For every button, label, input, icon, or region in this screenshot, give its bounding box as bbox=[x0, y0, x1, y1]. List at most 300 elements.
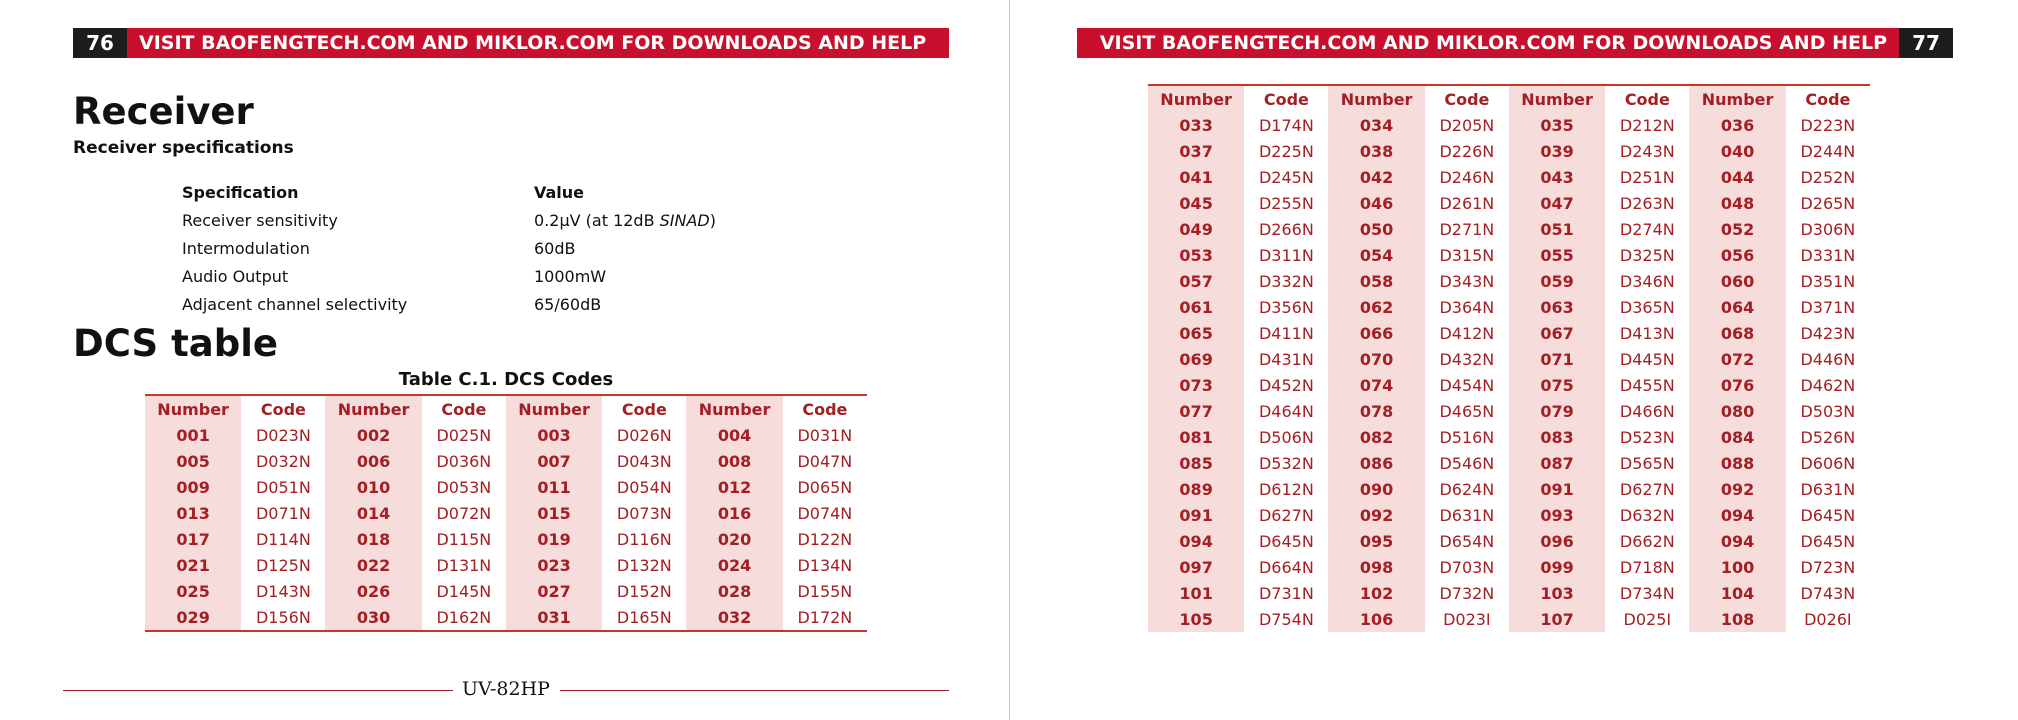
dcs-code-cell: D645N bbox=[1800, 505, 1856, 525]
dcs-number-cell: 005 bbox=[145, 448, 241, 474]
dcs-code-cell: D073N bbox=[616, 503, 672, 523]
dcs-number-cell: 060 bbox=[1689, 268, 1785, 294]
dcs-number-header: Number bbox=[686, 395, 782, 422]
dcs-code-cell: D212N bbox=[1619, 115, 1675, 135]
dcs-number-cell: 049 bbox=[1148, 216, 1244, 242]
dcs-code-cell: D624N bbox=[1439, 479, 1495, 499]
dcs-row bbox=[145, 448, 867, 474]
dcs-number-cell: 020 bbox=[686, 526, 782, 552]
spec-value-end: ) bbox=[709, 210, 716, 230]
dcs-code-cell: D662N bbox=[1619, 531, 1675, 551]
dcs-code-cell: D365N bbox=[1619, 297, 1675, 317]
dcs-number-cell: 077 bbox=[1148, 398, 1244, 424]
dcs-row bbox=[1148, 320, 1870, 346]
dcs-number-cell: 021 bbox=[145, 552, 241, 578]
dcs-code-cell: D431N bbox=[1258, 349, 1314, 369]
dcs-row bbox=[1148, 346, 1870, 372]
dcs-code-cell: D445N bbox=[1619, 349, 1675, 369]
dcs-code-cell: D051N bbox=[255, 477, 311, 497]
dcs-code-cell: D025N bbox=[436, 425, 492, 445]
dcs-code-cell: D413N bbox=[1619, 323, 1675, 343]
dcs-code-cell: D143N bbox=[255, 581, 311, 601]
dcs-number-cell: 036 bbox=[1689, 112, 1785, 138]
spec-col-header: Specification bbox=[182, 182, 299, 202]
dcs-code-cell: D274N bbox=[1619, 219, 1675, 239]
spec-row bbox=[176, 206, 754, 234]
dcs-code-cell: D074N bbox=[797, 503, 853, 523]
dcs-number-cell: 038 bbox=[1328, 138, 1424, 164]
dcs-code-cell: D032N bbox=[255, 451, 311, 471]
spec-name: Audio Output bbox=[182, 266, 289, 286]
dcs-number-cell: 088 bbox=[1689, 450, 1785, 476]
dcs-code-cell: D043N bbox=[616, 451, 672, 471]
dcs-code-cell: D723N bbox=[1800, 557, 1856, 577]
spec-row bbox=[176, 262, 754, 290]
dcs-table-right bbox=[1148, 84, 1870, 632]
dcs-number-cell: 104 bbox=[1689, 580, 1785, 606]
dcs-number-header: Number bbox=[1689, 85, 1785, 112]
dcs-row bbox=[1148, 554, 1870, 580]
dcs-number-header: Number bbox=[145, 395, 241, 422]
spec-value bbox=[528, 206, 754, 234]
dcs-number-cell: 057 bbox=[1148, 268, 1244, 294]
dcs-code-cell: D732N bbox=[1439, 583, 1495, 603]
dcs-row bbox=[1148, 424, 1870, 450]
dcs-number-header: Number bbox=[325, 395, 421, 422]
dcs-code-cell: D325N bbox=[1619, 245, 1675, 265]
dcs-row bbox=[145, 604, 867, 631]
dcs-row bbox=[1148, 606, 1870, 632]
dcs-code-cell: D332N bbox=[1258, 271, 1314, 291]
dcs-table-left bbox=[145, 394, 867, 632]
spec-name: Intermodulation bbox=[182, 238, 310, 258]
dcs-code-cell: D243N bbox=[1619, 141, 1675, 161]
receiver-subheading: Receiver specifications bbox=[73, 138, 294, 158]
dcs-number-cell: 019 bbox=[506, 526, 602, 552]
dcs-code-cell: D645N bbox=[1800, 531, 1856, 551]
dcs-row bbox=[1148, 112, 1870, 138]
dcs-number-cell: 047 bbox=[1509, 190, 1605, 216]
dcs-row bbox=[1148, 450, 1870, 476]
receiver-heading: Receiver bbox=[73, 90, 254, 133]
dcs-number-cell: 028 bbox=[686, 578, 782, 604]
dcs-number-cell: 004 bbox=[686, 422, 782, 448]
dcs-code-cell: D331N bbox=[1800, 245, 1856, 265]
dcs-number-cell: 070 bbox=[1328, 346, 1424, 372]
dcs-number-cell: 031 bbox=[506, 604, 602, 631]
dcs-code-cell: D226N bbox=[1439, 141, 1495, 161]
dcs-number-cell: 106 bbox=[1328, 606, 1424, 632]
dcs-code-cell: D025I bbox=[1623, 609, 1672, 629]
dcs-code-header: Code bbox=[621, 399, 667, 419]
spec-value: 65/60dB bbox=[534, 294, 602, 314]
dcs-row bbox=[1148, 398, 1870, 424]
dcs-number-cell: 102 bbox=[1328, 580, 1424, 606]
dcs-code-cell: D036N bbox=[436, 451, 492, 471]
dcs-code-cell: D627N bbox=[1258, 505, 1314, 525]
dcs-code-cell: D031N bbox=[797, 425, 853, 445]
dcs-number-cell: 062 bbox=[1328, 294, 1424, 320]
dcs-number-cell: 063 bbox=[1509, 294, 1605, 320]
dcs-number-cell: 025 bbox=[145, 578, 241, 604]
left-banner bbox=[73, 28, 949, 58]
dcs-code-cell: D743N bbox=[1800, 583, 1856, 603]
dcs-code-cell: D311N bbox=[1258, 245, 1314, 265]
dcs-code-cell: D132N bbox=[616, 555, 672, 575]
dcs-code-cell: D225N bbox=[1258, 141, 1314, 161]
dcs-code-cell: D271N bbox=[1439, 219, 1495, 239]
dcs-number-cell: 006 bbox=[325, 448, 421, 474]
dcs-code-cell: D432N bbox=[1439, 349, 1495, 369]
dcs-number-cell: 027 bbox=[506, 578, 602, 604]
dcs-code-cell: D023N bbox=[255, 425, 311, 445]
dcs-code-header: Code bbox=[1805, 89, 1851, 109]
dcs-number-cell: 065 bbox=[1148, 320, 1244, 346]
dcs-number-cell: 012 bbox=[686, 474, 782, 500]
dcs-code-cell: D612N bbox=[1258, 479, 1314, 499]
dcs-code-cell: D627N bbox=[1619, 479, 1675, 499]
dcs-number-cell: 099 bbox=[1509, 554, 1605, 580]
dcs-code-cell: D306N bbox=[1800, 219, 1856, 239]
spec-row bbox=[176, 290, 754, 318]
dcs-code-cell: D466N bbox=[1619, 401, 1675, 421]
dcs-row bbox=[145, 578, 867, 604]
dcs-number-cell: 024 bbox=[686, 552, 782, 578]
dcs-number-cell: 080 bbox=[1689, 398, 1785, 424]
dcs-code-cell: D464N bbox=[1258, 401, 1314, 421]
dcs-heading: DCS table bbox=[73, 322, 278, 365]
left-page-number: 76 bbox=[73, 28, 127, 58]
dcs-row bbox=[145, 526, 867, 552]
dcs-number-header: Number bbox=[506, 395, 602, 422]
dcs-code-cell: D343N bbox=[1439, 271, 1495, 291]
dcs-code-header: Code bbox=[1624, 89, 1670, 109]
dcs-number-cell: 002 bbox=[325, 422, 421, 448]
dcs-code-cell: D245N bbox=[1258, 167, 1314, 187]
dcs-code-cell: D172N bbox=[797, 607, 853, 627]
spec-name: Receiver sensitivity bbox=[182, 210, 338, 230]
dcs-number-cell: 084 bbox=[1689, 424, 1785, 450]
dcs-code-cell: D315N bbox=[1439, 245, 1495, 265]
dcs-number-cell: 034 bbox=[1328, 112, 1424, 138]
dcs-code-header: Code bbox=[441, 399, 487, 419]
dcs-number-cell: 042 bbox=[1328, 164, 1424, 190]
dcs-number-cell: 075 bbox=[1509, 372, 1605, 398]
dcs-number-cell: 040 bbox=[1689, 138, 1785, 164]
dcs-code-cell: D351N bbox=[1800, 271, 1856, 291]
dcs-number-cell: 023 bbox=[506, 552, 602, 578]
dcs-row bbox=[145, 474, 867, 500]
dcs-code-cell: D023I bbox=[1443, 609, 1491, 629]
dcs-code-cell: D346N bbox=[1619, 271, 1675, 291]
dcs-code-cell: D734N bbox=[1619, 583, 1675, 603]
dcs-number-cell: 045 bbox=[1148, 190, 1244, 216]
dcs-code-cell: D065N bbox=[797, 477, 853, 497]
dcs-row bbox=[1148, 164, 1870, 190]
dcs-code-cell: D631N bbox=[1800, 479, 1856, 499]
dcs-number-cell: 011 bbox=[506, 474, 602, 500]
dcs-number-cell: 048 bbox=[1689, 190, 1785, 216]
dcs-code-cell: D125N bbox=[255, 555, 311, 575]
dcs-number-cell: 076 bbox=[1689, 372, 1785, 398]
dcs-number-cell: 100 bbox=[1689, 554, 1785, 580]
receiver-spec-table bbox=[176, 178, 754, 318]
dcs-header-row bbox=[1148, 85, 1870, 112]
dcs-number-cell: 094 bbox=[1689, 528, 1785, 554]
dcs-code-cell: D462N bbox=[1800, 375, 1856, 395]
spec-value: 1000mW bbox=[534, 266, 607, 286]
dcs-number-cell: 079 bbox=[1509, 398, 1605, 424]
dcs-number-cell: 061 bbox=[1148, 294, 1244, 320]
dcs-code-cell: D754N bbox=[1258, 609, 1314, 629]
dcs-number-cell: 044 bbox=[1689, 164, 1785, 190]
dcs-code-cell: D645N bbox=[1258, 531, 1314, 551]
dcs-code-cell: D165N bbox=[616, 607, 672, 627]
dcs-row bbox=[1148, 580, 1870, 606]
dcs-row bbox=[1148, 476, 1870, 502]
dcs-code-cell: D523N bbox=[1619, 427, 1675, 447]
dcs-row bbox=[1148, 528, 1870, 554]
spec-name: Adjacent channel selectivity bbox=[182, 294, 408, 314]
dcs-number-cell: 067 bbox=[1509, 320, 1605, 346]
dcs-code-cell: D356N bbox=[1258, 297, 1314, 317]
dcs-code-cell: D114N bbox=[255, 529, 311, 549]
dcs-code-cell: D546N bbox=[1439, 453, 1495, 473]
dcs-code-cell: D266N bbox=[1258, 219, 1314, 239]
spec-value-italic: SINAD bbox=[659, 210, 710, 230]
dcs-code-cell: D516N bbox=[1439, 427, 1495, 447]
dcs-code-cell: D145N bbox=[436, 581, 492, 601]
dcs-number-cell: 092 bbox=[1689, 476, 1785, 502]
dcs-code-cell: D423N bbox=[1800, 323, 1856, 343]
value-col-header: Value bbox=[534, 182, 585, 202]
dcs-code-cell: D122N bbox=[797, 529, 853, 549]
spec-value: 60dB bbox=[534, 238, 576, 258]
dcs-code-cell: D162N bbox=[436, 607, 492, 627]
dcs-code-cell: D053N bbox=[436, 477, 492, 497]
dcs-number-cell: 074 bbox=[1328, 372, 1424, 398]
dcs-number-cell: 055 bbox=[1509, 242, 1605, 268]
dcs-number-cell: 022 bbox=[325, 552, 421, 578]
footer-model-name: UV-82HP bbox=[462, 678, 550, 700]
dcs-number-cell: 090 bbox=[1328, 476, 1424, 502]
dcs-code-cell: D412N bbox=[1439, 323, 1495, 343]
dcs-code-cell: D026N bbox=[616, 425, 672, 445]
dcs-number-cell: 107 bbox=[1509, 606, 1605, 632]
dcs-number-cell: 094 bbox=[1689, 502, 1785, 528]
dcs-row bbox=[1148, 372, 1870, 398]
dcs-number-cell: 085 bbox=[1148, 450, 1244, 476]
dcs-number-cell: 073 bbox=[1148, 372, 1244, 398]
dcs-code-cell: D116N bbox=[616, 529, 672, 549]
dcs-code-cell: D411N bbox=[1258, 323, 1314, 343]
dcs-number-cell: 097 bbox=[1148, 554, 1244, 580]
dcs-number-cell: 056 bbox=[1689, 242, 1785, 268]
spec-row bbox=[176, 234, 754, 262]
dcs-code-cell: D532N bbox=[1258, 453, 1314, 473]
dcs-number-cell: 091 bbox=[1148, 502, 1244, 528]
dcs-code-cell: D174N bbox=[1258, 115, 1314, 135]
right-page-number: 77 bbox=[1899, 28, 1953, 58]
dcs-number-cell: 081 bbox=[1148, 424, 1244, 450]
dcs-code-cell: D134N bbox=[797, 555, 853, 575]
dcs-code-cell: D131N bbox=[436, 555, 492, 575]
dcs-number-cell: 033 bbox=[1148, 112, 1244, 138]
spec-value-main: 0.2µV (at 12dB bbox=[534, 210, 660, 230]
dcs-code-cell: D606N bbox=[1800, 453, 1856, 473]
dcs-row bbox=[145, 552, 867, 578]
dcs-number-cell: 108 bbox=[1689, 606, 1785, 632]
dcs-row bbox=[1148, 268, 1870, 294]
footer-rule-right bbox=[560, 690, 949, 691]
dcs-number-cell: 095 bbox=[1328, 528, 1424, 554]
dcs-number-cell: 105 bbox=[1148, 606, 1244, 632]
dcs-number-cell: 066 bbox=[1328, 320, 1424, 346]
dcs-number-cell: 072 bbox=[1689, 346, 1785, 372]
dcs-row bbox=[1148, 190, 1870, 216]
dcs-code-cell: D244N bbox=[1800, 141, 1856, 161]
dcs-number-cell: 003 bbox=[506, 422, 602, 448]
dcs-code-cell: D251N bbox=[1619, 167, 1675, 187]
dcs-code-cell: D664N bbox=[1258, 557, 1314, 577]
dcs-number-cell: 091 bbox=[1509, 476, 1605, 502]
left-banner-text: VISIT BAOFENGTECH.COM AND MIKLOR.COM FOR DOWNLOADS AND HELP bbox=[139, 32, 927, 54]
right-page bbox=[1010, 0, 2018, 720]
dcs-number-cell: 050 bbox=[1328, 216, 1424, 242]
dcs-code-header: Code bbox=[1444, 89, 1490, 109]
dcs-number-cell: 029 bbox=[145, 604, 241, 631]
dcs-number-cell: 016 bbox=[686, 500, 782, 526]
dcs-number-cell: 037 bbox=[1148, 138, 1244, 164]
dcs-code-cell: D072N bbox=[436, 503, 492, 523]
dcs-code-cell: D631N bbox=[1439, 505, 1495, 525]
dcs-code-header: Code bbox=[260, 399, 306, 419]
dcs-row bbox=[1148, 502, 1870, 528]
dcs-code-cell: D156N bbox=[255, 607, 311, 627]
dcs-number-cell: 071 bbox=[1509, 346, 1605, 372]
dcs-code-cell: D446N bbox=[1800, 349, 1856, 369]
dcs-code-header: Code bbox=[802, 399, 848, 419]
dcs-number-cell: 008 bbox=[686, 448, 782, 474]
right-banner bbox=[1077, 28, 1953, 58]
dcs-code-cell: D265N bbox=[1800, 193, 1856, 213]
dcs-code-cell: D465N bbox=[1439, 401, 1495, 421]
dcs-number-cell: 058 bbox=[1328, 268, 1424, 294]
right-banner-text: VISIT BAOFENGTECH.COM AND MIKLOR.COM FOR DOWNLOADS AND HELP bbox=[1099, 32, 1887, 54]
dcs-code-cell: D654N bbox=[1439, 531, 1495, 551]
dcs-number-cell: 053 bbox=[1148, 242, 1244, 268]
dcs-number-cell: 093 bbox=[1509, 502, 1605, 528]
dcs-code-cell: D718N bbox=[1619, 557, 1675, 577]
dcs-code-cell: D071N bbox=[255, 503, 311, 523]
dcs-row bbox=[1148, 216, 1870, 242]
dcs-number-cell: 051 bbox=[1509, 216, 1605, 242]
dcs-number-cell: 089 bbox=[1148, 476, 1244, 502]
spec-header-row bbox=[176, 178, 754, 206]
dcs-code-cell: D503N bbox=[1800, 401, 1856, 421]
dcs-code-cell: D026I bbox=[1804, 609, 1852, 629]
dcs-number-cell: 035 bbox=[1509, 112, 1605, 138]
dcs-number-cell: 032 bbox=[686, 604, 782, 631]
dcs-code-cell: D455N bbox=[1619, 375, 1675, 395]
dcs-code-cell: D454N bbox=[1439, 375, 1495, 395]
dcs-row bbox=[1148, 242, 1870, 268]
dcs-number-cell: 054 bbox=[1328, 242, 1424, 268]
dcs-number-cell: 015 bbox=[506, 500, 602, 526]
dcs-code-cell: D054N bbox=[616, 477, 672, 497]
dcs-number-cell: 009 bbox=[145, 474, 241, 500]
dcs-number-cell: 030 bbox=[325, 604, 421, 631]
dcs-number-cell: 064 bbox=[1689, 294, 1785, 320]
dcs-number-cell: 043 bbox=[1509, 164, 1605, 190]
dcs-code-cell: D252N bbox=[1800, 167, 1856, 187]
dcs-number-cell: 083 bbox=[1509, 424, 1605, 450]
dcs-number-cell: 039 bbox=[1509, 138, 1605, 164]
dcs-code-cell: D731N bbox=[1258, 583, 1314, 603]
dcs-code-cell: D452N bbox=[1258, 375, 1314, 395]
dcs-code-cell: D115N bbox=[436, 529, 492, 549]
dcs-number-cell: 010 bbox=[325, 474, 421, 500]
dcs-number-cell: 007 bbox=[506, 448, 602, 474]
dcs-code-cell: D526N bbox=[1800, 427, 1856, 447]
dcs-number-cell: 001 bbox=[145, 422, 241, 448]
dcs-code-cell: D506N bbox=[1258, 427, 1314, 447]
dcs-code-cell: D703N bbox=[1439, 557, 1495, 577]
dcs-code-cell: D565N bbox=[1619, 453, 1675, 473]
dcs-code-cell: D246N bbox=[1439, 167, 1495, 187]
dcs-code-cell: D632N bbox=[1619, 505, 1675, 525]
dcs-number-cell: 069 bbox=[1148, 346, 1244, 372]
dcs-number-cell: 078 bbox=[1328, 398, 1424, 424]
dcs-code-cell: D364N bbox=[1439, 297, 1495, 317]
dcs-number-cell: 103 bbox=[1509, 580, 1605, 606]
dcs-number-cell: 101 bbox=[1148, 580, 1244, 606]
dcs-code-cell: D205N bbox=[1439, 115, 1495, 135]
dcs-number-cell: 092 bbox=[1328, 502, 1424, 528]
dcs-code-cell: D152N bbox=[616, 581, 672, 601]
dcs-row bbox=[145, 422, 867, 448]
dcs-number-cell: 059 bbox=[1509, 268, 1605, 294]
dcs-number-cell: 046 bbox=[1328, 190, 1424, 216]
dcs-header-row bbox=[145, 395, 867, 422]
dcs-number-cell: 018 bbox=[325, 526, 421, 552]
dcs-row bbox=[145, 500, 867, 526]
dcs-code-cell: D223N bbox=[1800, 115, 1856, 135]
dcs-code-cell: D155N bbox=[797, 581, 853, 601]
dcs-code-cell: D255N bbox=[1258, 193, 1314, 213]
dcs-row bbox=[1148, 138, 1870, 164]
dcs-number-cell: 017 bbox=[145, 526, 241, 552]
dcs-number-cell: 096 bbox=[1509, 528, 1605, 554]
dcs-code-cell: D047N bbox=[797, 451, 853, 471]
dcs-code-header: Code bbox=[1263, 89, 1309, 109]
dcs-number-header: Number bbox=[1328, 85, 1424, 112]
dcs-number-cell: 041 bbox=[1148, 164, 1244, 190]
dcs-row bbox=[1148, 294, 1870, 320]
dcs-number-cell: 082 bbox=[1328, 424, 1424, 450]
dcs-number-cell: 068 bbox=[1689, 320, 1785, 346]
dcs-code-cell: D261N bbox=[1439, 193, 1495, 213]
dcs-number-cell: 094 bbox=[1148, 528, 1244, 554]
dcs-number-cell: 013 bbox=[145, 500, 241, 526]
dcs-number-cell: 014 bbox=[325, 500, 421, 526]
footer-rule-left bbox=[63, 690, 453, 691]
dcs-number-header: Number bbox=[1509, 85, 1605, 112]
dcs-number-cell: 098 bbox=[1328, 554, 1424, 580]
dcs-number-cell: 052 bbox=[1689, 216, 1785, 242]
dcs-number-cell: 087 bbox=[1509, 450, 1605, 476]
dcs-code-cell: D371N bbox=[1800, 297, 1856, 317]
